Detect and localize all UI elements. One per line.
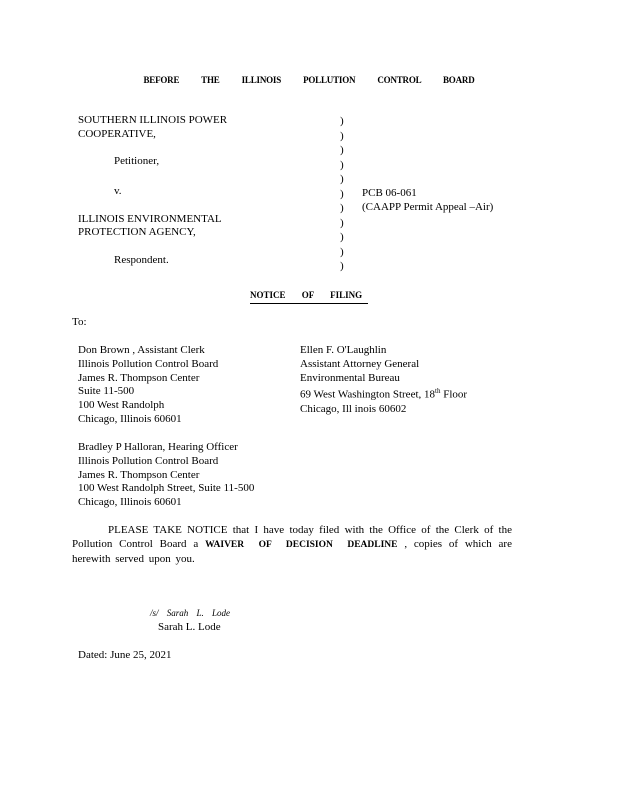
paren: ) (340, 260, 344, 272)
paren: ) (340, 158, 344, 171)
paren: ) (340, 129, 344, 142)
address-line: Environmental Bureau (300, 371, 400, 384)
address-line: Illinois Pollution Control Board (78, 454, 219, 467)
dated-line: Dated: June 25, 2021 (78, 649, 172, 661)
addressee-attorney-general (300, 344, 467, 417)
respondent-role: Respondent. (114, 253, 169, 266)
respondent-name-line-2: PROTECTION AGENCY, (78, 226, 196, 239)
paren: ) (340, 187, 344, 200)
address-line: Chicago, Ill inois 60602 (300, 402, 407, 415)
floor-ordinal-suffix: th (435, 387, 441, 396)
paren: ) (340, 202, 344, 214)
notice-body-paragraph (72, 524, 512, 566)
case-number-block (362, 187, 493, 215)
paren: ) (340, 144, 344, 156)
address-line: Don Brown , Assistant Clerk (78, 344, 205, 356)
address-line: Chicago, Illinois 60601 (78, 496, 182, 509)
address-line: 100 West Randolph (78, 399, 165, 412)
address-line: Chicago, Illinois 60601 (78, 412, 182, 425)
addressee-hearing-officer (78, 441, 254, 510)
petitioner-name-line-1: SOUTHERN ILLINOIS POWER (78, 114, 228, 126)
notice-body-text: PLEASE TAKE NOTICE that I have today filed with the Office of the Clerk of the Pollution Control Board a (72, 524, 512, 550)
signer-name: Sarah L. Lode (158, 621, 221, 633)
petitioner-role: Petitioner, (114, 155, 160, 168)
addressee-clerk (78, 344, 218, 427)
to-label: To: (72, 316, 87, 328)
paren: ) (340, 115, 344, 127)
case-number: PCB 06-061 (362, 187, 417, 199)
address-line: Illinois Pollution Control Board (78, 357, 219, 370)
address-line: Ellen F. O'Laughlin (300, 344, 387, 356)
address-line: James R. Thompson Center (78, 371, 200, 384)
address-line: Suite 11-500 (78, 385, 135, 398)
address-line: Bradley P Halloran, Hearing Officer (78, 441, 238, 453)
respondent-name-line-1: ILLINOIS ENVIRONMENTAL (78, 212, 222, 225)
notice-body-text-end: , copies of which are herewith served upon you. (72, 537, 512, 565)
court-heading: BEFORE THE ILLINOIS POLLUTION CONTROL BOARD (143, 75, 475, 85)
paren: ) (340, 216, 344, 229)
electronic-signature: /s/ Sarah L. Lode (150, 608, 231, 618)
address-line: 100 West Randolph Street, Suite 11-500 (78, 482, 255, 495)
versus-label: v. (114, 184, 122, 197)
caption-parentheses (340, 114, 344, 274)
paren: ) (340, 173, 344, 185)
paren: ) (340, 245, 344, 258)
filed-document-title: WAIVER OF DECISION DEADLINE (205, 539, 398, 550)
address-street: 69 West Washington Street, 18 (300, 389, 436, 402)
floor-word: Floor (440, 389, 468, 402)
notice-title: NOTICE OF FILING (250, 289, 368, 304)
case-caption-parties (78, 114, 227, 268)
paren: ) (340, 231, 344, 243)
address-line: James R. Thompson Center (78, 468, 200, 481)
address-line-street (300, 385, 467, 402)
petitioner-name-line-2: COOPERATIVE, (78, 127, 156, 140)
case-type: (CAAPP Permit Appeal –Air) (362, 200, 494, 213)
address-line: Assistant Attorney General (300, 357, 420, 370)
